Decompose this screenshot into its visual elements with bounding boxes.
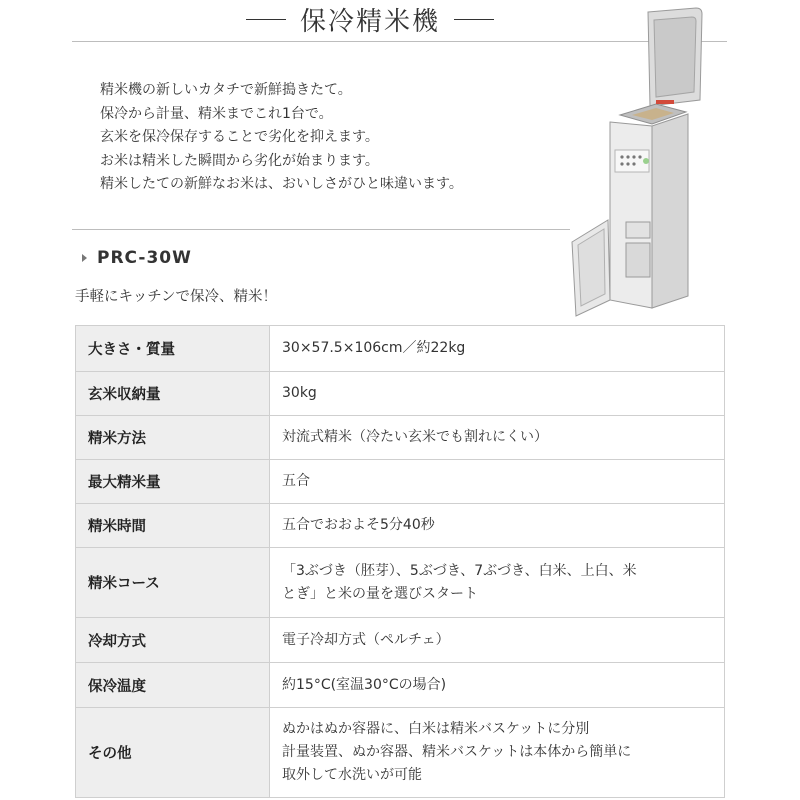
- title-text: 保冷精米機: [299, 6, 440, 37]
- spec-label: 冷却方式: [76, 618, 270, 663]
- spec-label: 最大精米量: [76, 460, 270, 504]
- title-dash-right: [454, 19, 494, 20]
- spec-value: 五合: [270, 460, 725, 504]
- spec-value: 約15°C(室温30°Cの場合): [270, 663, 725, 708]
- spec-label: その他: [76, 708, 270, 798]
- table-row: [76, 504, 725, 548]
- table-row: [76, 548, 725, 618]
- spec-label: 精米方法: [76, 416, 270, 460]
- spec-value: 電子冷却方式（ペルチェ）: [270, 618, 725, 663]
- spec-value: 五合でおおよそ5分40秒: [270, 504, 725, 548]
- title-dash-left: [246, 19, 286, 20]
- table-row: [76, 708, 725, 798]
- section-divider: [72, 229, 570, 230]
- spec-value: 対流式精米（冷たい玄米でも割れにくい）: [270, 416, 725, 460]
- spec-value: 30×57.5×106cm／約22kg: [270, 326, 725, 372]
- spec-label: 大きさ・質量: [76, 326, 270, 372]
- model-heading: [82, 246, 192, 270]
- intro-line: 精米したての新鮮なお米は、おいしさがひと味違います。: [100, 176, 463, 192]
- model-name: PRC-30W: [97, 248, 192, 268]
- intro-text: [100, 79, 560, 197]
- table-row: [76, 618, 725, 663]
- spec-table: [75, 325, 725, 798]
- spec-label: 精米時間: [76, 504, 270, 548]
- arrow-right-icon: [82, 254, 87, 262]
- spec-label: 精米コース: [76, 548, 270, 618]
- intro-line: 玄米を保冷保存することで劣化を抑えます。: [100, 129, 379, 145]
- intro-line: 精米機の新しいカタチで新鮮搗きたて。: [100, 82, 352, 98]
- spec-label: 玄米収納量: [76, 372, 270, 416]
- table-row: [76, 663, 725, 708]
- tagline: 手軽にキッチンで保冷、精米！: [75, 289, 277, 305]
- spec-value: ぬかはぬか容器に、白米は精米バスケットに分別 計量装置、ぬか容器、精米バスケットは本体から簡単に 取外して水洗いが可能: [270, 708, 725, 798]
- spec-label: 保冷温度: [76, 663, 270, 708]
- table-row: [76, 416, 725, 460]
- table-row: [76, 326, 725, 372]
- intro-line: お米は精米した瞬間から劣化が始まります。: [100, 152, 379, 169]
- product-image: [560, 0, 710, 320]
- table-row: [76, 372, 725, 416]
- intro-line: 保冷から計量、精米までこれ1台で。: [100, 105, 333, 122]
- spec-value: 30kg: [270, 372, 725, 416]
- spec-value: 「3ぶづき（胚芽）、5ぶづき、7ぶづき、白米、上白、米 とぎ」と米の量を選びスタート: [270, 548, 725, 618]
- table-row: [76, 460, 725, 504]
